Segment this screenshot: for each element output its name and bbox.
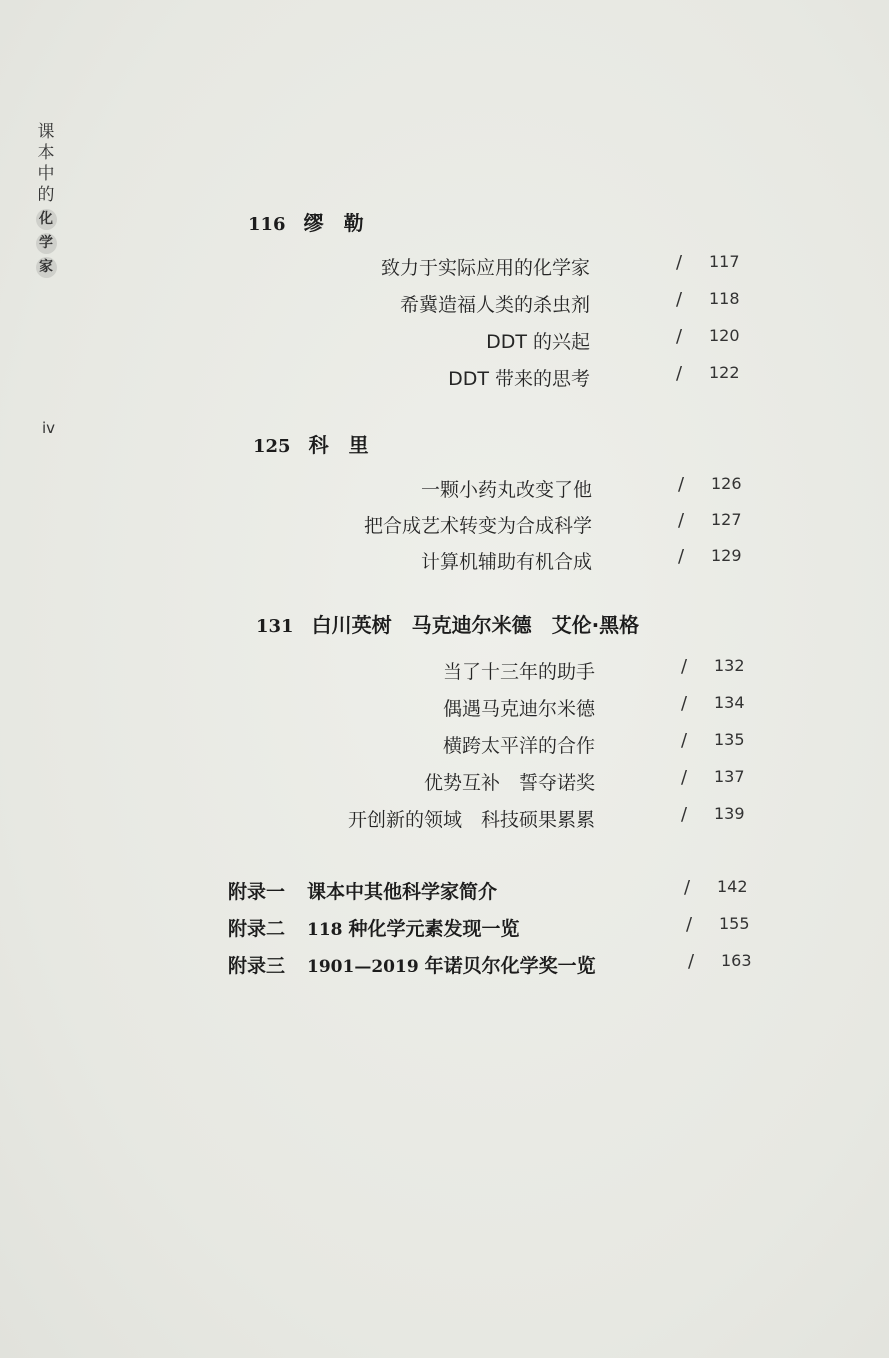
slash-separator: /: [681, 656, 688, 677]
toc-entry[interactable]: [300, 547, 592, 577]
appendix-entry[interactable]: [228, 877, 497, 904]
slash-separator: /: [678, 546, 685, 567]
entry-page: 134: [714, 693, 745, 712]
entry-title: DDT 的兴起: [486, 331, 590, 353]
appendix-title: 年诺贝尔化学奖一览: [424, 955, 596, 977]
appendix-label: 附录三: [228, 955, 286, 977]
entry-page: 120: [709, 326, 740, 345]
toc-entry[interactable]: [300, 475, 592, 505]
appendix-page: 163: [721, 951, 752, 970]
spine-char: 中: [37, 164, 55, 184]
appendix-entry[interactable]: [228, 951, 596, 978]
entry-title: 把合成艺术转变为合成科学: [363, 515, 592, 537]
slash-separator: /: [681, 730, 688, 751]
entry-page: 126: [711, 474, 742, 493]
entry-title: 当了十三年的助手: [442, 661, 595, 683]
chapter-start-page: 116: [248, 214, 286, 235]
entry-title: 希冀造福人类的杀虫剂: [399, 294, 590, 316]
chapter-start-page: 131: [256, 616, 294, 637]
slash-separator: /: [676, 326, 683, 347]
toc-entry[interactable]: [300, 731, 595, 761]
slash-separator: /: [678, 510, 685, 531]
chapter-title: 缪 勒: [303, 211, 364, 235]
chapter-heading: [248, 207, 364, 236]
slash-separator: /: [681, 767, 688, 788]
toc-entry[interactable]: [300, 694, 595, 724]
slash-separator: /: [676, 252, 683, 273]
slash-separator: /: [681, 804, 688, 825]
spine-char: 的: [37, 185, 55, 205]
toc-entry[interactable]: [300, 290, 590, 320]
entry-page: 129: [711, 546, 742, 565]
entry-title: DDT 带来的思考: [448, 368, 590, 390]
entry-title: 一颗小药丸改变了他: [420, 479, 592, 501]
entry-page: 137: [714, 767, 745, 786]
entry-title: 致力于实际应用的化学家: [380, 257, 590, 279]
toc-entry[interactable]: [300, 657, 595, 687]
entry-page: 117: [709, 252, 740, 271]
entry-page: 132: [714, 656, 745, 675]
entry-page: 127: [711, 510, 742, 529]
spine-char: 本: [37, 143, 55, 163]
appendix-page: 155: [719, 914, 750, 933]
appendix-number: 1901—2019: [307, 957, 419, 977]
toc-entry[interactable]: [300, 327, 590, 357]
spine-book-title: [34, 122, 58, 278]
chapter-heading: [253, 429, 369, 458]
entry-title: 优势互补 誓夺诺奖: [423, 772, 595, 794]
appendix-label: 附录一: [228, 881, 286, 903]
slash-separator: /: [686, 914, 693, 935]
toc-entry[interactable]: [300, 805, 595, 835]
entry-page: 139: [714, 804, 745, 823]
spine-highlight-char: 学: [36, 233, 57, 254]
appendix-number: 118: [307, 920, 343, 940]
entry-page: 118: [709, 289, 740, 308]
appendix-page: 142: [717, 877, 748, 896]
entry-page: 122: [709, 363, 740, 382]
appendix-entry[interactable]: [228, 914, 520, 941]
chapter-start-page: 125: [253, 436, 291, 457]
spine-highlight-char: 化: [36, 209, 57, 230]
chapter-title: 白川英树 马克迪尔米德 艾伦·黑格: [311, 613, 640, 637]
slash-separator: /: [676, 363, 683, 384]
toc-entry[interactable]: [300, 253, 590, 283]
entry-title: 计算机辅助有机合成: [420, 551, 592, 573]
toc-entry[interactable]: [300, 768, 595, 798]
chapter-title: 科 里: [308, 433, 369, 457]
entry-title: 横跨太平洋的合作: [442, 735, 595, 757]
appendix-title: 课本中其他科学家简介: [307, 881, 498, 903]
slash-separator: /: [678, 474, 685, 495]
spine-highlight-char: 家: [36, 257, 57, 278]
spine-char: 课: [37, 122, 55, 142]
entry-title: 偶遇马克迪尔米德: [442, 698, 595, 720]
toc-entry[interactable]: [300, 511, 592, 541]
toc-entry[interactable]: [300, 364, 590, 394]
page-number: iv: [42, 419, 56, 437]
slash-separator: /: [688, 951, 695, 972]
slash-separator: /: [684, 877, 691, 898]
slash-separator: /: [676, 289, 683, 310]
entry-title: 开创新的领域 科技硕果累累: [347, 809, 595, 831]
appendix-title: 种化学元素发现一览: [348, 918, 520, 940]
slash-separator: /: [681, 693, 688, 714]
entry-page: 135: [714, 730, 745, 749]
appendix-label: 附录二: [228, 918, 286, 940]
chapter-heading: [256, 609, 639, 638]
